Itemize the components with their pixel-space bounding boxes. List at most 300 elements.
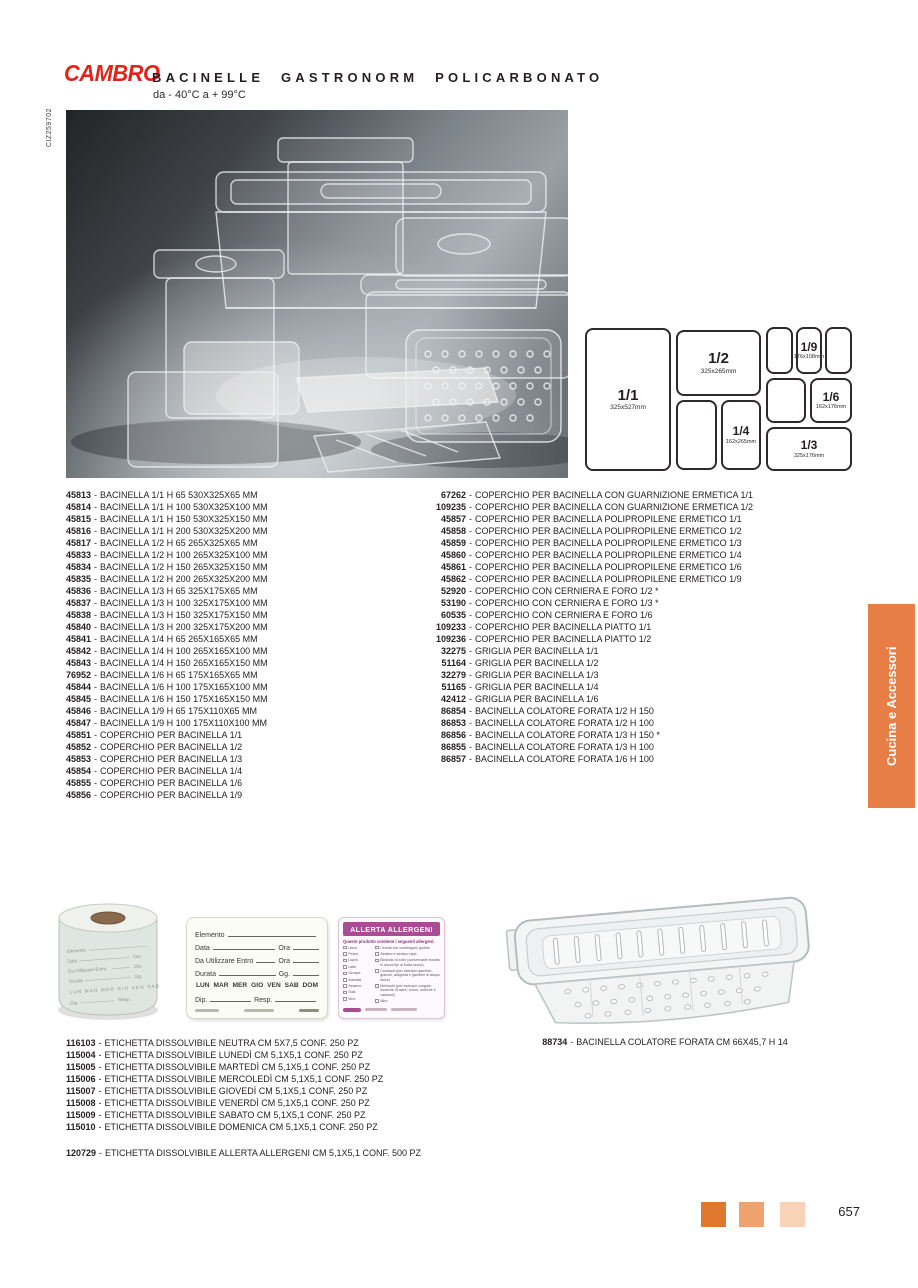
- product-row: [424, 633, 753, 645]
- separator: -: [94, 706, 98, 716]
- product-row: [66, 513, 268, 525]
- product-desc: COPERCHIO PER BACINELLA 1/9: [100, 790, 243, 800]
- allergen-item: [343, 952, 375, 956]
- product-row: [66, 525, 268, 537]
- allergen-item: [375, 984, 440, 997]
- product-code: 120729: [66, 1148, 97, 1158]
- separator: -: [94, 682, 98, 692]
- product-desc: BACINELLA 1/4 H 100 265X165X100 MM: [100, 646, 268, 656]
- allergen-item: [343, 978, 375, 982]
- product-row: [66, 1097, 383, 1109]
- product-desc: BACINELLA COLATORE FORATA 1/2 H 100: [475, 718, 654, 728]
- product-row: [66, 549, 268, 561]
- product-desc: BACINELLA 1/3 H 65 325X175X65 MM: [100, 586, 258, 596]
- separator: -: [94, 538, 98, 548]
- size-dim: 162x265mm: [725, 438, 757, 445]
- product-row: [66, 609, 268, 621]
- size-dim: 176x108mm: [793, 354, 825, 361]
- product-desc: BACINELLA 1/6 H 150 175X165X150 MM: [100, 694, 268, 704]
- product-row: [424, 513, 753, 525]
- checkbox-icon: [343, 959, 347, 963]
- product-code: 109236: [435, 634, 466, 644]
- product-row: [424, 609, 753, 621]
- svg-text:Ora: Ora: [133, 953, 142, 960]
- days-row: [196, 982, 318, 989]
- product-code: 45842: [66, 646, 92, 656]
- product-desc: COPERCHIO PER BACINELLA POLIPROPILENE ERMETICO 1/1: [475, 514, 742, 524]
- product-code: 67262: [440, 490, 466, 500]
- fine-print: [299, 1009, 319, 1012]
- product-row: [66, 1121, 383, 1133]
- field-entro: Da Utilizzare Entro: [195, 958, 254, 965]
- separator: -: [94, 658, 98, 668]
- allergen-name: Latte: [348, 964, 357, 969]
- product-code: 45837: [66, 598, 92, 608]
- product-row: [66, 1061, 383, 1073]
- checkbox-icon: [343, 972, 347, 976]
- size-box-1-1: [585, 328, 671, 471]
- separator: -: [469, 586, 472, 596]
- product-desc: BACINELLA 1/1 H 100 530X325X100 MM: [100, 502, 268, 512]
- allergen-name: Senape: [348, 971, 361, 976]
- separator: -: [469, 490, 472, 500]
- product-row: [66, 621, 268, 633]
- product-row: [424, 597, 753, 609]
- brand-logo: CAMBRO: [64, 60, 160, 86]
- product-code: 45860: [440, 550, 466, 560]
- svg-text:Da Utilizzare Entro: Da Utilizzare Entro: [67, 966, 107, 974]
- product-desc: ETICHETTA DISSOLVIBILE ALLERTA ALLERGENI CM 5,1X5,1 CONF. 500 PZ: [105, 1148, 422, 1158]
- allergen-item: [375, 999, 440, 1003]
- separator: -: [469, 754, 472, 764]
- svg-text:LUN MAR MER GIO VEN SAB: LUN MAR MER GIO VEN SAB: [69, 983, 160, 995]
- allergen-item: [343, 946, 375, 950]
- allergen-name: Sesamo: [348, 983, 362, 988]
- allergen-label-subtitle: Questo prodotto contiene i seguenti allergeni:: [343, 938, 435, 944]
- product-row: [66, 585, 268, 597]
- product-desc: ETICHETTA DISSOLVIBILE MARTEDÌ CM 5,1X5,1 CONF. 250 PZ: [104, 1062, 371, 1072]
- product-code: 45815: [66, 514, 92, 524]
- size-label: 1/2: [708, 350, 729, 368]
- separator: -: [469, 598, 472, 608]
- product-row: [424, 729, 753, 741]
- product-desc: COPERCHIO PER BACINELLA 1/1: [100, 730, 243, 740]
- product-desc: GRIGLIA PER BACINELLA 1/1: [475, 646, 599, 656]
- size-box-1-6-blank: [766, 378, 806, 423]
- page-number: 657: [838, 1204, 860, 1219]
- product-desc: BACINELLA COLATORE FORATA 1/6 H 100: [475, 754, 654, 764]
- product-code: 51165: [441, 682, 466, 692]
- separator: -: [469, 622, 472, 632]
- separator: -: [94, 490, 98, 500]
- label-roll-image: [56, 898, 160, 1024]
- product-desc: COPERCHIO PER BACINELLA CON GUARNIZIONE ERMETICA 1/2: [475, 502, 754, 512]
- separator: -: [94, 502, 98, 512]
- product-code: 86855: [440, 742, 466, 752]
- product-code: 88734: [542, 1037, 568, 1047]
- field-elemento: Elemento: [195, 932, 225, 939]
- product-desc: COPERCHIO CON CERNIERA E FORO 1/6: [475, 610, 653, 620]
- product-desc: COPERCHIO PER BACINELLA POLIPROPILENE ERMETICO 1/9: [475, 574, 742, 584]
- size-label: 1/6: [822, 389, 840, 404]
- separator: -: [469, 610, 472, 620]
- field-dip: Dip.: [195, 997, 208, 1004]
- product-code: 86854: [440, 706, 466, 716]
- product-code: 45862: [440, 574, 466, 584]
- product-row: [424, 573, 753, 585]
- product-row: [424, 741, 753, 753]
- product-code: 60535: [440, 610, 466, 620]
- product-desc: GRIGLIA PER BACINELLA 1/6: [475, 694, 599, 704]
- product-code: 32275: [440, 646, 466, 656]
- product-row: [66, 1049, 383, 1061]
- product-row: [66, 705, 268, 717]
- product-row: [66, 1085, 383, 1097]
- product-code: 45847: [66, 718, 92, 728]
- separator: -: [469, 730, 472, 740]
- allergen-item: [375, 946, 440, 950]
- product-row: [66, 489, 268, 501]
- product-code: 45833: [66, 550, 92, 560]
- separator: -: [94, 718, 98, 728]
- separator: -: [94, 790, 98, 800]
- separator: -: [98, 1062, 102, 1072]
- size-dim: 325x265mm: [700, 367, 737, 375]
- product-desc: GRIGLIA PER BACINELLA 1/3: [475, 670, 599, 680]
- checkbox-icon: [375, 969, 379, 973]
- product-code: 45841: [66, 634, 92, 644]
- allergen-name: Molluschi (per esempio vongole, lumache di mare, cozze, ostriche e calamari): [380, 984, 436, 997]
- svg-text:Elemento: Elemento: [66, 947, 87, 954]
- separator: -: [94, 514, 98, 524]
- separator: -: [94, 730, 98, 740]
- product-desc: ETICHETTA DISSOLVIBILE MERCOLEDÌ CM 5,1X5,1 CONF. 250 PZ: [104, 1074, 384, 1084]
- product-desc: COPERCHIO PER BACINELLA PIATTO 1/2: [475, 634, 652, 644]
- day: LUN: [196, 982, 210, 989]
- product-row: [424, 561, 753, 573]
- product-desc: BACINELLA COLATORE FORATA 1/3 H 100: [475, 742, 654, 752]
- allergen-name: Uova: [348, 945, 357, 950]
- size-box-1-9: [793, 327, 825, 374]
- day: DOM: [302, 982, 318, 989]
- product-desc: ETICHETTA DISSOLVIBILE NEUTRA CM 5X7,5 CONF. 250 PZ: [104, 1038, 359, 1048]
- product-desc: BACINELLA COLATORE FORATA 1/2 H 150: [475, 706, 654, 716]
- colander-caption: [500, 1037, 830, 1047]
- allergen-col-right: [375, 946, 440, 1006]
- checkbox-icon: [343, 984, 347, 988]
- product-code: 115005: [66, 1062, 96, 1072]
- allergen-item: [375, 958, 440, 967]
- footer-swatch-medium: [739, 1202, 764, 1227]
- product-row: [66, 537, 268, 549]
- separator: -: [94, 778, 98, 788]
- separator: -: [469, 706, 472, 716]
- separator: -: [94, 610, 98, 620]
- field-ora: Ora: [278, 958, 290, 965]
- product-code: 51164: [441, 658, 466, 668]
- day: VEN: [267, 982, 281, 989]
- separator: -: [469, 514, 472, 524]
- product-code: 45816: [66, 526, 92, 536]
- product-desc: COPERCHIO PER BACINELLA 1/3: [100, 754, 243, 764]
- product-desc: BACINELLA 1/2 H 200 265X325X200 MM: [100, 574, 268, 584]
- size-label: 1/4: [732, 424, 750, 439]
- product-row: [66, 561, 268, 573]
- allergen-item: [343, 971, 375, 975]
- product-code: 86853: [440, 718, 466, 728]
- product-code: 45814: [66, 502, 92, 512]
- size-box-1-4: [721, 400, 761, 470]
- checkbox-icon: [375, 999, 379, 1003]
- allergen-etichetta-row: [66, 1147, 421, 1159]
- checkbox-icon: [343, 946, 347, 950]
- product-row: [424, 657, 753, 669]
- allergen-item: [343, 990, 375, 994]
- field-gg: Gg.: [278, 971, 290, 978]
- product-code: 45853: [66, 754, 92, 764]
- size-box-1-4-blank: [676, 400, 717, 470]
- separator: -: [469, 682, 472, 692]
- product-code: 45851: [66, 730, 92, 740]
- product-code: 109233: [435, 622, 466, 632]
- product-row: [66, 729, 268, 741]
- separator: -: [469, 742, 472, 752]
- product-desc: ETICHETTA DISSOLVIBILE GIOVEDÌ CM 5,1X5,1 CONF. 250 PZ: [104, 1086, 368, 1096]
- product-row: [66, 717, 268, 729]
- product-desc: BACINELLA COLATORE FORATA 1/3 H 150 *: [475, 730, 660, 740]
- product-row: [424, 537, 753, 549]
- footer-swatch-light: [780, 1202, 805, 1227]
- product-desc: COPERCHIO PER BACINELLA 1/6: [100, 778, 243, 788]
- separator: -: [94, 742, 98, 752]
- allergen-name: Lupini: [348, 958, 358, 963]
- product-row: [424, 585, 753, 597]
- product-row: [66, 633, 268, 645]
- etichette-list: [66, 1037, 383, 1133]
- footer-swatch-dark: [701, 1202, 726, 1227]
- product-row: [66, 1073, 383, 1085]
- product-row: [424, 693, 753, 705]
- product-code: 115010: [66, 1122, 96, 1132]
- product-desc: COPERCHIO PER BACINELLA POLIPROPILENE ERMETICO 1/3: [475, 538, 742, 548]
- product-code: 116103: [66, 1038, 96, 1048]
- product-code: 45835: [66, 574, 92, 584]
- size-label: 1/9: [800, 339, 818, 354]
- size-dim: 325x527mm: [610, 404, 646, 412]
- separator: -: [94, 766, 98, 776]
- checkbox-icon: [343, 965, 347, 969]
- allergen-name: Vino: [348, 996, 356, 1001]
- product-code: 86857: [440, 754, 466, 764]
- allergen-name: Crostacei (per esempio gamberi, granchi, aragosta e gamberi di acqua dolce): [380, 969, 440, 982]
- separator: -: [94, 598, 98, 608]
- product-desc: BACINELLA 1/1 H 200 530X325X200 MM: [100, 526, 268, 536]
- separator: -: [94, 622, 98, 632]
- separator: -: [98, 1074, 102, 1084]
- product-desc: ETICHETTA DISSOLVIBILE SABATO CM 5,1X5,1 CONF. 250 PZ: [104, 1110, 366, 1120]
- side-print-code: CIZ259702: [46, 108, 53, 148]
- product-code: 45838: [66, 610, 92, 620]
- fine-print: [365, 1008, 387, 1011]
- product-desc: BACINELLA 1/4 H 150 265X165X150 MM: [100, 658, 268, 668]
- separator: -: [98, 1050, 102, 1060]
- product-row: [424, 717, 753, 729]
- separator: -: [94, 754, 98, 764]
- product-code: 115009: [66, 1110, 96, 1120]
- product-desc: COPERCHIO PER BACINELLA 1/2: [100, 742, 243, 752]
- product-desc: GRIGLIA PER BACINELLA 1/4: [475, 682, 599, 692]
- field-resp: Resp.: [254, 997, 273, 1004]
- separator: -: [94, 694, 98, 704]
- product-code: 45854: [66, 766, 92, 776]
- separator: -: [98, 1110, 102, 1120]
- allergen-label-image: [338, 917, 445, 1019]
- separator: -: [98, 1098, 102, 1108]
- product-desc: BACINELLA 1/2 H 150 265X325X150 MM: [100, 562, 268, 572]
- product-code: 45855: [66, 778, 92, 788]
- product-row: [424, 525, 753, 537]
- separator: -: [469, 658, 472, 668]
- temperature-range: da - 40°C a + 99°C: [153, 89, 246, 101]
- allergen-item: [375, 952, 440, 956]
- colander-photo: [503, 885, 828, 1027]
- product-desc: COPERCHIO PER BACINELLA PIATTO 1/1: [475, 622, 652, 632]
- product-desc: COPERCHIO CON CERNIERA E FORO 1/2 *: [475, 586, 659, 596]
- allergen-item: [343, 984, 375, 988]
- product-code: 53190: [440, 598, 466, 608]
- product-row: [424, 501, 753, 513]
- category-tab: [868, 604, 915, 808]
- checkbox-icon: [343, 978, 347, 982]
- separator: -: [94, 574, 98, 584]
- product-desc: BACINELLA 1/6 H 100 175X165X100 MM: [100, 682, 268, 692]
- svg-text:Ora: Ora: [133, 963, 142, 970]
- product-row: [66, 693, 268, 705]
- allergen-name: Cereali che contengono glutine: [380, 945, 430, 950]
- product-code: 52920: [440, 586, 466, 596]
- product-row: [66, 657, 268, 669]
- product-code: 45843: [66, 658, 92, 668]
- product-photo: [66, 110, 568, 478]
- checkbox-icon: [343, 991, 347, 995]
- product-row: [66, 1037, 383, 1049]
- product-list-right: [424, 489, 753, 765]
- day: SAB: [284, 982, 299, 989]
- size-box-1-6: [810, 378, 852, 423]
- product-code: 45859: [440, 538, 466, 548]
- svg-text:Dip.: Dip.: [70, 1000, 79, 1006]
- separator: -: [94, 526, 98, 536]
- size-label: 1/1: [617, 386, 639, 404]
- fine-print: [195, 1009, 219, 1012]
- separator: -: [469, 502, 472, 512]
- separator: -: [469, 574, 472, 584]
- product-row: [66, 645, 268, 657]
- product-list-left: [66, 489, 268, 801]
- product-desc: BACINELLA COLATORE FORATA CM 66X45,7 H 14: [576, 1037, 788, 1047]
- product-code: 45858: [440, 526, 466, 536]
- separator: -: [99, 1148, 103, 1158]
- allergen-item: [343, 965, 375, 969]
- separator: -: [94, 562, 98, 572]
- fine-print: [244, 1009, 274, 1012]
- size-box-1-2: [676, 330, 761, 396]
- size-box-1-3: [766, 427, 852, 471]
- separator: -: [469, 646, 472, 656]
- allergen-name: Soia: [348, 990, 356, 995]
- product-row: [66, 765, 268, 777]
- product-row: [424, 549, 753, 561]
- product-code: 45857: [440, 514, 466, 524]
- product-desc: BACINELLA 1/6 H 65 175X165X65 MM: [100, 670, 258, 680]
- allergen-col-left: [343, 946, 375, 1006]
- product-desc: BACINELLA 1/2 H 100 265X325X100 MM: [100, 550, 268, 560]
- allergen-item: [375, 969, 440, 982]
- separator: -: [94, 646, 98, 656]
- separator: -: [469, 562, 472, 572]
- day: MER: [232, 982, 248, 989]
- product-desc: COPERCHIO CON CERNIERA E FORO 1/3 *: [475, 598, 659, 608]
- svg-text:Resp.: Resp.: [118, 996, 131, 1003]
- product-code: 45861: [440, 562, 466, 572]
- product-desc: BACINELLA 1/9 H 100 175X110X100 MM: [100, 718, 267, 728]
- separator: -: [469, 550, 472, 560]
- category-tab-label: Cucina e Accessori: [884, 646, 899, 766]
- product-desc: BACINELLA 1/3 H 100 325X175X100 MM: [100, 598, 268, 608]
- size-diagram: [578, 322, 870, 474]
- product-row: [66, 501, 268, 513]
- product-row: [66, 573, 268, 585]
- separator: -: [94, 550, 98, 560]
- svg-text:Gg.: Gg.: [134, 973, 143, 980]
- product-code: 45846: [66, 706, 92, 716]
- product-row: [424, 621, 753, 633]
- size-dim: 325x176mm: [793, 452, 825, 459]
- product-row: [424, 489, 753, 501]
- checkbox-icon: [343, 952, 347, 956]
- product-code: 45856: [66, 790, 92, 800]
- size-dim: 162x176mm: [815, 404, 847, 411]
- product-code: 45845: [66, 694, 92, 704]
- product-desc: BACINELLA 1/1 H 150 530X325X150 MM: [100, 514, 268, 524]
- product-desc: BACINELLA 1/3 H 200 325X175X200 MM: [100, 622, 268, 632]
- checkbox-icon: [375, 984, 379, 988]
- product-row: [66, 777, 268, 789]
- product-desc: ETICHETTA DISSOLVIBILE LUNEDÌ CM 5,1X5,1 CONF. 250 PZ: [104, 1050, 363, 1060]
- product-desc: COPERCHIO PER BACINELLA CON GUARNIZIONE ERMETICA 1/1: [475, 490, 754, 500]
- separator: -: [98, 1122, 102, 1132]
- separator: -: [570, 1037, 574, 1047]
- product-row: [66, 1147, 421, 1159]
- product-row: [66, 741, 268, 753]
- size-box-1-9-c: [825, 327, 852, 374]
- field-data: Data: [195, 945, 210, 952]
- product-code: 45844: [66, 682, 92, 692]
- product-desc: COPERCHIO PER BACINELLA POLIPROPILENE ERMETICO 1/4: [475, 550, 742, 560]
- allergen-name: Altro: [380, 999, 388, 1004]
- product-code: 32279: [440, 670, 466, 680]
- product-row: [66, 597, 268, 609]
- page-title: BACINELLE GASTRONORM POLICARBONATO: [152, 70, 604, 85]
- size-box-1-9-a: [766, 327, 793, 374]
- product-desc: COPERCHIO PER BACINELLA 1/4: [100, 766, 243, 776]
- product-desc: BACINELLA 1/3 H 150 325X175X150 MM: [100, 610, 268, 620]
- brand-pill: [343, 1008, 361, 1012]
- product-row: [66, 789, 268, 801]
- product-code: 76952: [66, 670, 92, 680]
- separator: -: [469, 670, 472, 680]
- product-desc: BACINELLA 1/2 H 65 265X325X65 MM: [100, 538, 258, 548]
